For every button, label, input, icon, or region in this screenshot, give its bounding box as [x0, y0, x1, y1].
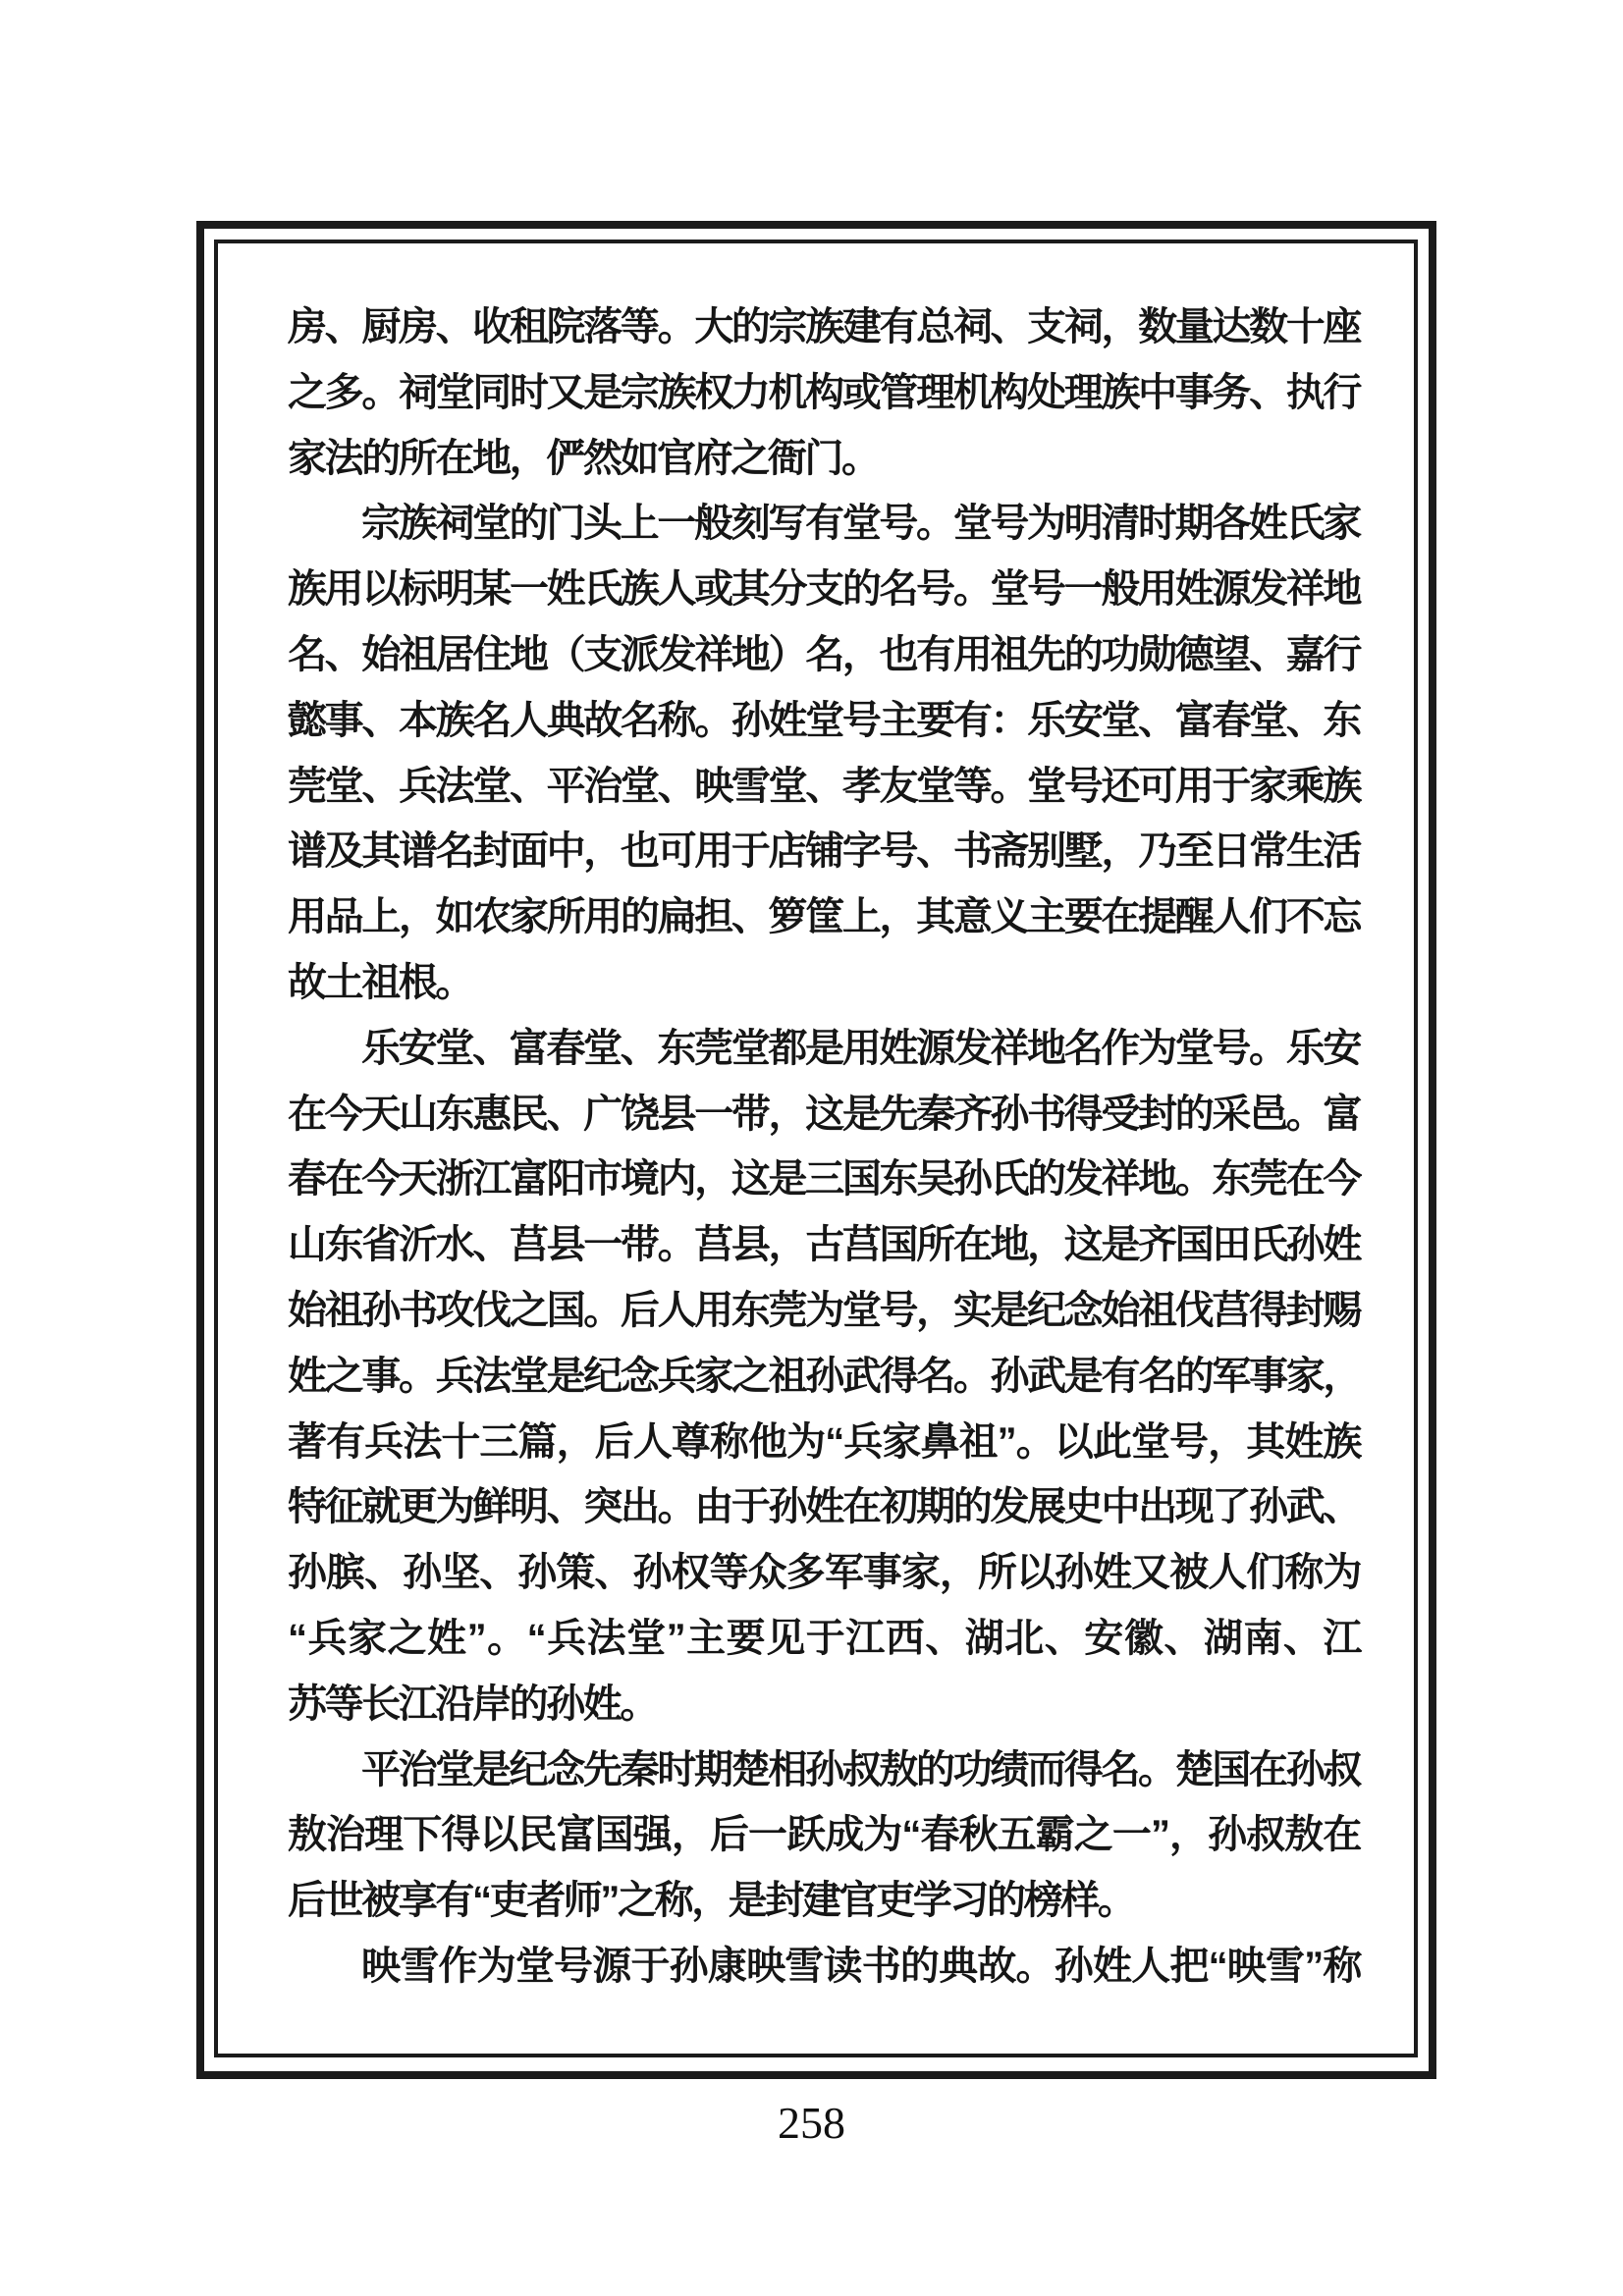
text-line: 后世被享有“吏者师”之称，是封建官吏学习的榜样。 — [288, 1879, 1135, 1923]
text-line: 房、厨房、收租院落等。大的宗族建有总祠、支祠，数量达数十座 — [288, 305, 1360, 348]
text-line: 在今天山东惠民、广饶县一带，这是先秦齐孙书得受封的采邑。富 — [288, 1092, 1360, 1136]
body-text — [288, 294, 1360, 2000]
text-line: 映雪作为堂号源于孙康映雪读书的典故。孙姓人把“映雪”称 — [361, 1944, 1360, 1988]
text-line: 谱及其谱名封面中，也可用于店铺字号、书斋别墅，乃至日常生活 — [288, 829, 1360, 874]
text-line: 乐安堂、富春堂、东莞堂都是用姓源发祥地名作为堂号。乐安 — [361, 1026, 1360, 1070]
text-line: 莞堂、兵法堂、平治堂、映雪堂、孝友堂等。堂号还可用于家乘族 — [288, 764, 1360, 808]
text-line: 苏等长江沿岸的孙姓。 — [288, 1682, 657, 1726]
text-line: 著有兵法十三篇，后人尊称他为“兵家鼻祖”。以此堂号，其姓族 — [288, 1419, 1360, 1464]
text-line: 用品上，如农家所用的扁担、箩筐上，其意义主要在提醒人们不忘 — [288, 895, 1360, 939]
text-line: “兵家之姓”。“兵法堂”主要见于江西、湖北、安徽、湖南、江 — [288, 1616, 1360, 1660]
text-line: 家法的所在地，俨然如官府之衙门。 — [288, 436, 879, 480]
text-line: 平治堂是纪念先秦时期楚相孙叔敖的功绩而得名。楚国在孙叔 — [361, 1747, 1360, 1791]
text-line: 懿事、本族名人典故名称。孙姓堂号主要有：乐安堂、富春堂、东 — [288, 698, 1360, 742]
text-line: 特征就更为鲜明、突出。由于孙姓在初期的发展史中出现了孙武、 — [288, 1485, 1360, 1529]
text-line: 孙膑、孙坚、孙策、孙权等众多军事家，所以孙姓又被人们称为 — [288, 1551, 1360, 1595]
text-line: 之多。祠堂同时又是宗族权力机构或管理机构处理族中事务、执行 — [288, 370, 1360, 414]
text-line: 春在今天浙江富阳市境内，这是三国东吴孙氏的发祥地。东莞在今 — [288, 1157, 1360, 1201]
text-line: 始祖孙书攻伐之国。后人用东莞为堂号，实是纪念始祖伐莒得封赐 — [288, 1288, 1360, 1332]
page-number: 258 — [778, 2098, 845, 2148]
text-line: 故土祖根。 — [288, 960, 472, 1004]
text-line: 敖治理下得以民富国强，后一跃成为“春秋五霸之一”，孙叔敖在 — [288, 1813, 1360, 1857]
text-line: 山东省沂水、莒县一带。莒县，古莒国所在地，这是齐国田氏孙姓 — [288, 1223, 1360, 1267]
text-line: 族用以标明某一姓氏族人或其分支的名号。堂号一般用姓源发祥地 — [288, 567, 1360, 612]
text-line: 名、始祖居住地（支派发祥地）名，也有用祖先的功勋德望、嘉行 — [288, 632, 1360, 676]
text-line: 宗族祠堂的门头上一般刻写有堂号。堂号为明清时期各姓氏家 — [361, 502, 1360, 546]
text-line: 姓之事。兵法堂是纪念兵家之祖孙武得名。孙武是有名的军事家， — [288, 1354, 1360, 1398]
